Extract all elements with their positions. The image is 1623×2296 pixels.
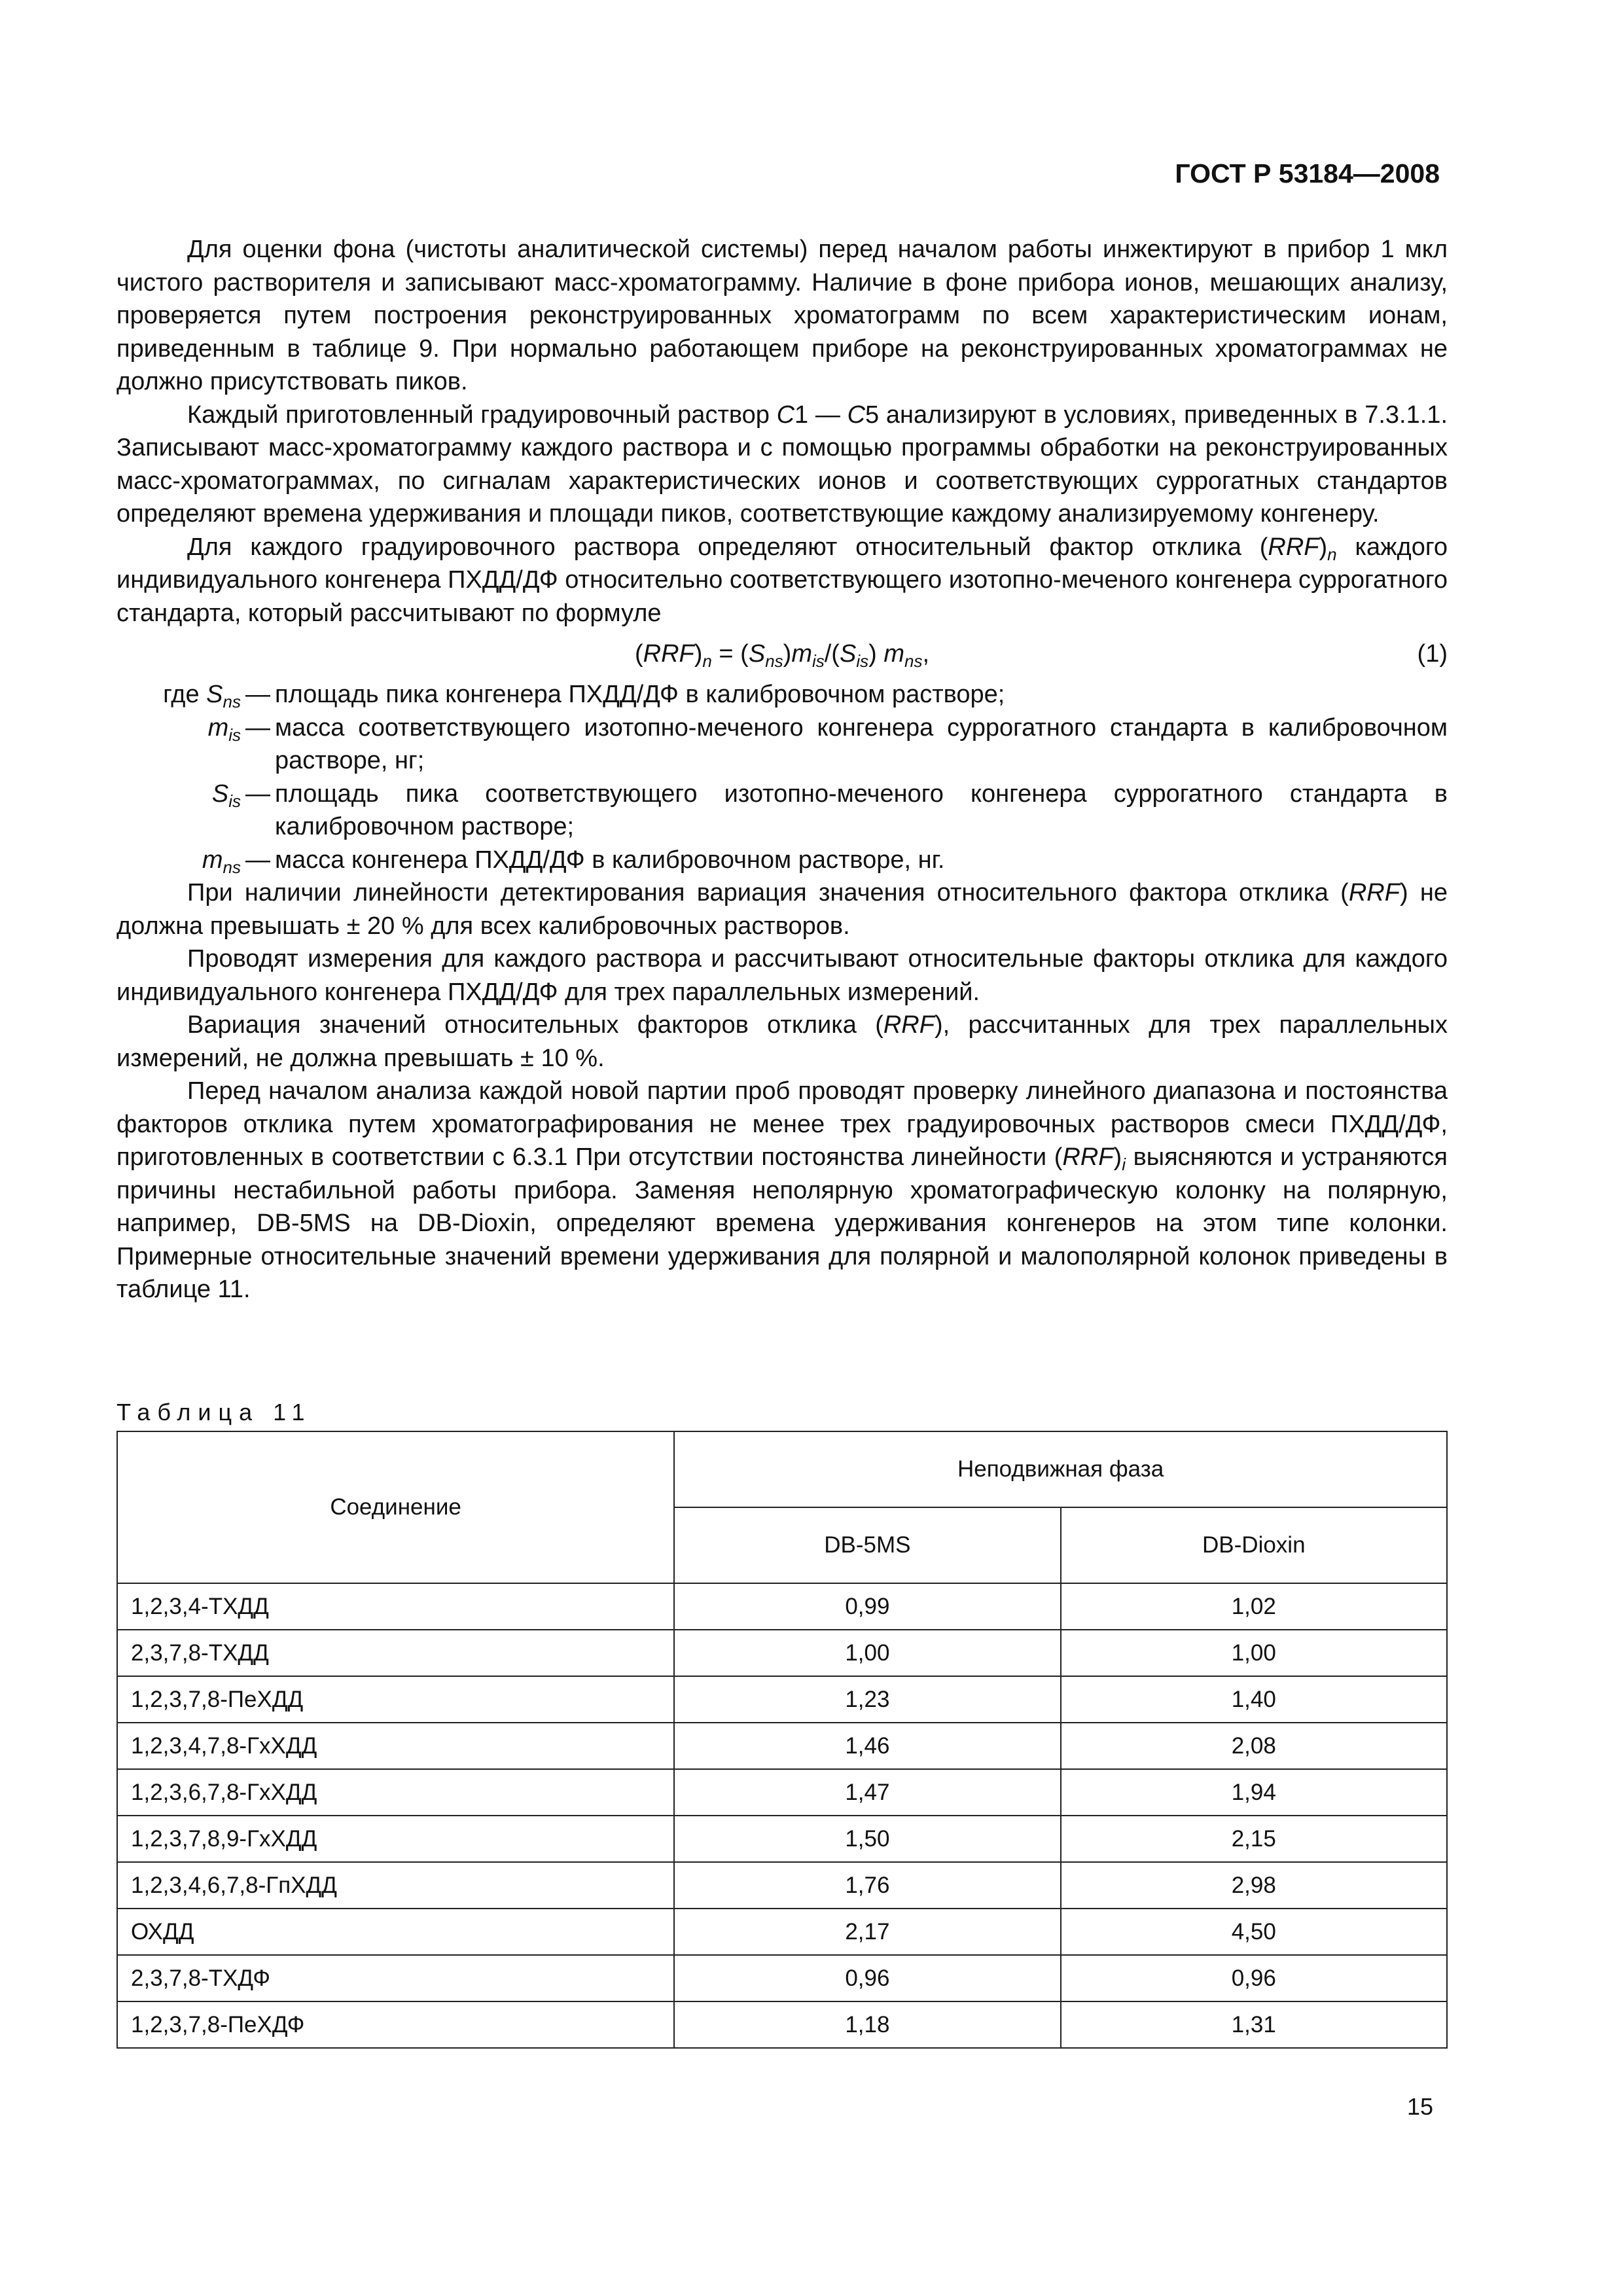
table-row [117,1909,1447,1955]
p6-rrf: RRF [883,1011,935,1039]
cell-dbdioxin: 1,00 [1061,1630,1447,1676]
definition-subscript: is [228,791,241,811]
body-text [116,233,1448,1306]
formula-sub-is2: is [856,651,869,671]
definition-row [116,711,1448,778]
p7-part-a: Перед началом анализа каждой новой партии проб проводят проверку линейного диапазона и постоянства факторов отклика путем хроматографирования не менее трех градуировочных растворов смеси ПХДД/ДФ, приготовленных в соответствии с 6.3.1 При отсутствии постоянства линейности ( [116,1077,1448,1171]
cell-compound: 2,3,7,8-ТХДД [117,1630,674,1676]
formula-m2: m [883,640,904,668]
cell-compound: 1,2,3,4-ТХДД [117,1583,674,1630]
formula-sub-ns2: ns [904,651,923,671]
formula-sub-ns: ns [765,651,783,671]
formula-comma: , [922,640,930,668]
cell-db5ms: 1,76 [674,1862,1060,1909]
paragraph-background-check: Для оценки фона (чистоты аналитической системы) перед началом работы инжектируют в прибор 1 мкл чистого растворителя и записывают масс-хроматограмму. Наличие в фоне прибора ионов, мешающих анализу, проверяется путем построения реконструированных хроматограмм по всем характеристическим ионам, приведенным в таблице 9. При нормально работающем приборе на реконструированных хроматограммах не должно присутствовать пиков. [116,236,1448,395]
cell-dbdioxin: 1,40 [1061,1676,1447,1723]
column-header-compound: Соединение [117,1431,674,1583]
definition-prefix: где [163,681,207,708]
document-header [1152,157,1440,190]
p3-rrf: RRF [1268,533,1319,561]
table-row [117,1816,1447,1862]
formula-s2: S [839,640,857,668]
paragraph-batch-check [116,1075,1448,1306]
definition-row [116,778,1448,844]
formula-number: (1) [1417,640,1448,668]
paragraph-measurements: Проводят измерения для каждого раствора и рассчитывают относительные факторы отклика для каждого индивидуального конгенера ПХДД/ДФ для трех параллельных измерений. [116,945,1448,1006]
cell-compound: 1,2,3,7,8-ПеХДД [117,1676,674,1723]
paragraph-linearity [116,876,1448,942]
cell-compound: ОХДД [117,1909,674,1955]
formula-s: S [748,640,766,668]
cell-db5ms: 2,17 [674,1909,1060,1955]
cell-db5ms: 1,23 [674,1676,1060,1723]
p3-sub: n [1327,544,1337,564]
cell-dbdioxin: 1,94 [1061,1769,1447,1816]
page-number: 15 [1406,2093,1433,2120]
table-row [117,1676,1447,1723]
p4-part-a: При наличии линейности детектирования вариация значения относительного фактора отклика ( [187,879,1349,906]
cell-compound: 1,2,3,4,6,7,8-ГпХДД [117,1862,674,1909]
formula-definitions [116,678,1448,876]
p2-part-c: 5 анализируют в условиях, приведенных в 7.3.1.1. Записывают масс-хроматограмму каждого раствора и с помощью программы обработки на реконструированных масс-хроматограммах, по сигналам характеристических ионов и соответствующих суррогатных стандартов определяют времена удерживания и площади пиков, соответствующие каждому анализируемому конгенеру. [116,401,1448,528]
definition-symbol: S [206,681,223,708]
definition-subscript: is [228,725,241,745]
p3-close: ) [1319,533,1328,561]
formula-m: m [791,640,812,668]
p3-part-a: Для каждого градуировочного раствора определяют относительный фактор отклика ( [187,533,1268,561]
table-row [117,1630,1447,1676]
cell-db5ms: 1,18 [674,2001,1060,2048]
p3-part-b: каждого индивидуального конгенера ПХДД/ДФ относительно соответствующего изотопно-меченого конгенера суррогатного стандарта, который рассчитывают по формуле [116,533,1448,627]
cell-dbdioxin: 1,02 [1061,1583,1447,1630]
p7-part-b: выясняются и устраняются причины нестабильной работы прибора. Заменяя неполярную хроматографическую колонку на полярную, например, DB-5MS на DB-Dioxin, определяют времена удерживания конгенеров на этом типе колонки. Примерные относительные значений времени удерживания для полярной и малополярной колонок приведены в таблице 11. [116,1143,1448,1303]
table-row [117,1723,1447,1769]
column-header-db5ms: DB-5MS [674,1507,1060,1583]
column-header-dbdioxin: DB-Dioxin [1061,1507,1447,1583]
table-row [117,1769,1447,1816]
cell-compound: 1,2,3,4,7,8-ГхХДД [117,1723,674,1769]
formula-open: ( [634,640,643,668]
definition-dash: — [245,780,270,808]
cell-compound: 1,2,3,7,8,9-ГхХДД [117,1816,674,1862]
definition-dash: — [245,713,270,742]
paragraph-rrf-definition [116,531,1448,630]
p2-part-b: 1 — [794,401,847,429]
table-row [117,1583,1447,1630]
cell-dbdioxin: 2,15 [1061,1816,1447,1862]
formula-close3: ) [868,640,884,668]
formula-close2: ) [783,640,792,668]
p6-part-b: ), рассчитанных для трех параллельных измерений, не должна превышать ± 10 %. [116,1011,1448,1072]
p7-sub: i [1122,1155,1126,1174]
definition-row [116,678,1448,711]
p4-rrf: RRF [1348,879,1400,906]
paragraph-variation [116,1009,1448,1075]
standard-code: ГОСТ Р 53184—2008 [1175,158,1440,188]
cell-db5ms: 1,50 [674,1816,1060,1862]
cell-db5ms: 1,47 [674,1769,1060,1816]
table-row [117,1955,1447,2001]
cell-dbdioxin: 1,31 [1061,2001,1447,2048]
definition-symbol: m [202,846,223,874]
cell-db5ms: 1,00 [674,1630,1060,1676]
formula-sub-n: n [702,651,712,671]
definition-text: масса соответствующего изотопно-меченого конгенера суррогатного стандарта в калибровочном растворе, нг; [275,713,1448,774]
table-caption: Таблица 11 [116,1399,312,1426]
definition-text: площадь пика конгенера ПХДД/ДФ в калибровочном растворе; [275,681,1005,708]
cell-compound: 1,2,3,7,8-ПеХДФ [117,2001,674,2048]
definition-dash: — [245,846,270,874]
p6-part-a: Вариация значений относительных факторов отклика ( [187,1011,883,1039]
cell-db5ms: 1,46 [674,1723,1060,1769]
cell-dbdioxin: 0,96 [1061,1955,1447,2001]
column-header-phase: Неподвижная фаза [674,1431,1447,1507]
p7-rrf: RRF [1062,1143,1114,1171]
cell-db5ms: 0,99 [674,1583,1060,1630]
cell-dbdioxin: 4,50 [1061,1909,1447,1955]
definition-text: площадь пика соответствующего изотопно-меченого конгенера суррогатного стандарта в калибровочном растворе; [275,780,1448,840]
p2-c1: С [776,401,795,429]
retention-time-table [116,1431,1448,2049]
p2-part-a: Каждый приготовленный градуировочный раствор [187,401,777,429]
cell-dbdioxin: 2,08 [1061,1723,1447,1769]
formula-eq: = ( [711,640,749,668]
p4-part-b: ) не должна превышать ± 20 % для всех калибровочных растворов. [116,879,1448,940]
formula-sub-is: is [812,651,825,671]
definition-symbol: m [207,713,229,742]
definition-text: масса конгенера ПХДД/ДФ в калибровочном растворе, нг. [275,846,945,874]
cell-dbdioxin: 2,98 [1061,1862,1447,1909]
definition-symbol: S [211,780,229,808]
definition-subscript: ns [223,857,241,877]
formula-1 [116,630,1448,678]
p2-c5: С [847,401,866,429]
cell-compound: 2,3,7,8-ТХДФ [117,1955,674,2001]
paragraph-calibration-solutions [116,399,1448,531]
definition-subscript: ns [223,692,241,711]
table-header-row [117,1431,1447,1507]
formula-slash: /( [824,640,840,668]
cell-db5ms: 0,96 [674,1955,1060,2001]
table-row [117,2001,1447,2048]
formula-expression [116,630,1448,678]
definition-dash: — [245,681,270,708]
cell-compound: 1,2,3,6,7,8-ГхХДД [117,1769,674,1816]
formula-close: ) [694,640,703,668]
p7-close: ) [1113,1143,1122,1171]
table-row [117,1862,1447,1909]
formula-rrf: RRF [643,640,694,668]
definition-row [116,844,1448,877]
